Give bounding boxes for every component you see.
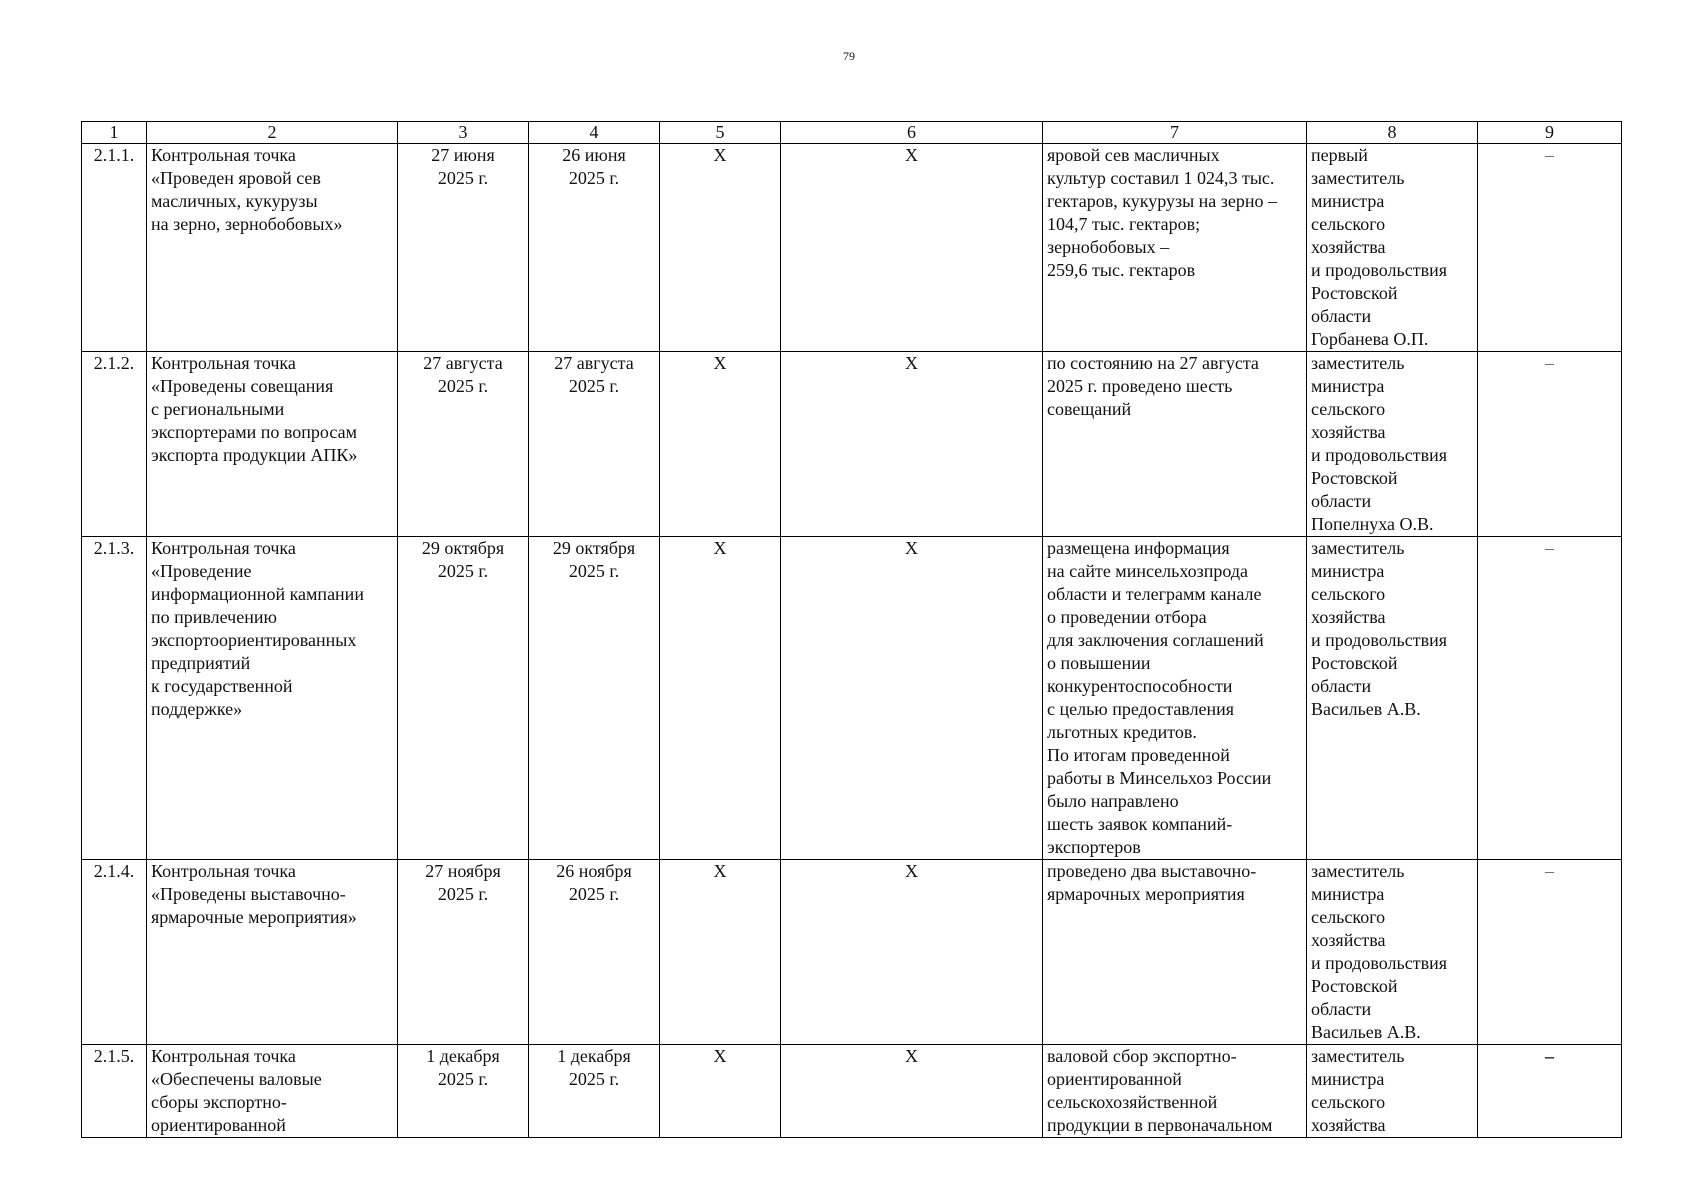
row-number: 2.1.1. xyxy=(82,144,147,352)
column-header-3: 3 xyxy=(398,122,529,144)
row-name: Контрольная точка «Проведены выставочно- ярмарочные мероприятия» xyxy=(147,860,398,1045)
row-number: 2.1.5. xyxy=(82,1045,147,1138)
row-plan-date: 29 октября 2025 г. xyxy=(398,537,529,860)
row-col6: X xyxy=(781,860,1043,1045)
row-col9: – xyxy=(1478,860,1622,1045)
row-col5: X xyxy=(660,144,781,352)
column-header-2: 2 xyxy=(147,122,398,144)
row-number: 2.1.3. xyxy=(82,537,147,860)
row-plan-date: 27 августа 2025 г. xyxy=(398,352,529,537)
row-fact-date: 1 декабря 2025 г. xyxy=(529,1045,660,1138)
row-result: проведено два выставочно- ярмарочных мероприятия xyxy=(1043,860,1307,1045)
row-name: Контрольная точка «Проведены совещания с региональными экспортерами по вопросам экспорта продукции АПК» xyxy=(147,352,398,537)
row-col6: X xyxy=(781,352,1043,537)
row-fact-date: 29 октября 2025 г. xyxy=(529,537,660,860)
row-number: 2.1.2. xyxy=(82,352,147,537)
row-responsible: заместитель министра сельского хозяйства xyxy=(1307,1045,1478,1138)
report-table xyxy=(81,121,1622,1138)
row-result: яровой сев масличных культур составил 1 024,3 тыс. гектаров, кукурузы на зерно – 104,7 тыс. гектаров; зернобобовых – 259,6 тыс. гектаров xyxy=(1043,144,1307,352)
row-plan-date: 1 декабря 2025 г. xyxy=(398,1045,529,1138)
row-fact-date: 27 августа 2025 г. xyxy=(529,352,660,537)
row-result: размещена информация на сайте минсельхозпрода области и телеграмм канале о проведении отбора для заключения соглашений о повышении конкурентоспособности с целью предоставления льготных кредитов. По итогам проведенной работы в Минсельхоз России было направлено шесть заявок компаний- экспортеров xyxy=(1043,537,1307,860)
row-name: Контрольная точка «Проведен яровой сев масличных, кукурузы на зерно, зернобобовых» xyxy=(147,144,398,352)
table-row xyxy=(82,860,1622,1045)
row-col5: X xyxy=(660,537,781,860)
row-plan-date: 27 ноября 2025 г. xyxy=(398,860,529,1045)
row-col5: X xyxy=(660,352,781,537)
row-col9: – xyxy=(1478,352,1622,537)
row-col6: X xyxy=(781,144,1043,352)
row-col5: X xyxy=(660,1045,781,1138)
row-col9: – xyxy=(1478,1045,1622,1138)
row-plan-date: 27 июня 2025 г. xyxy=(398,144,529,352)
row-col6: X xyxy=(781,537,1043,860)
table-row xyxy=(82,352,1622,537)
row-number: 2.1.4. xyxy=(82,860,147,1045)
row-fact-date: 26 ноября 2025 г. xyxy=(529,860,660,1045)
column-header-8: 8 xyxy=(1307,122,1478,144)
column-header-5: 5 xyxy=(660,122,781,144)
row-responsible: заместитель министра сельского хозяйства и продовольствия Ростовской области Васильев А.В. xyxy=(1307,537,1478,860)
column-header-9: 9 xyxy=(1478,122,1622,144)
row-col9: – xyxy=(1478,537,1622,860)
row-responsible: заместитель министра сельского хозяйства и продовольствия Ростовской области Попелнуха О.В. xyxy=(1307,352,1478,537)
column-header-7: 7 xyxy=(1043,122,1307,144)
row-fact-date: 26 июня 2025 г. xyxy=(529,144,660,352)
page-number: 79 xyxy=(843,49,855,63)
column-header-1: 1 xyxy=(82,122,147,144)
row-name: Контрольная точка «Проведение информационной кампании по привлечению экспортоориентированных предприятий к государственной поддержке» xyxy=(147,537,398,860)
row-result: валовой сбор экспортно- ориентированной сельскохозяйственной продукции в первоначальном xyxy=(1043,1045,1307,1138)
header-row xyxy=(82,122,1622,144)
row-col5: X xyxy=(660,860,781,1045)
row-name: Контрольная точка «Обеспечены валовые сборы экспортно- ориентированной xyxy=(147,1045,398,1138)
table-row xyxy=(82,1045,1622,1138)
table-row xyxy=(82,144,1622,352)
row-responsible: первый заместитель министра сельского хозяйства и продовольствия Ростовской области Горбанева О.П. xyxy=(1307,144,1478,352)
row-col6: X xyxy=(781,1045,1043,1138)
row-responsible: заместитель министра сельского хозяйства и продовольствия Ростовской области Васильев А.В. xyxy=(1307,860,1478,1045)
table-row xyxy=(82,537,1622,860)
row-col9: – xyxy=(1478,144,1622,352)
column-header-6: 6 xyxy=(781,122,1043,144)
column-header-4: 4 xyxy=(529,122,660,144)
row-result: по состоянию на 27 августа 2025 г. проведено шесть совещаний xyxy=(1043,352,1307,537)
